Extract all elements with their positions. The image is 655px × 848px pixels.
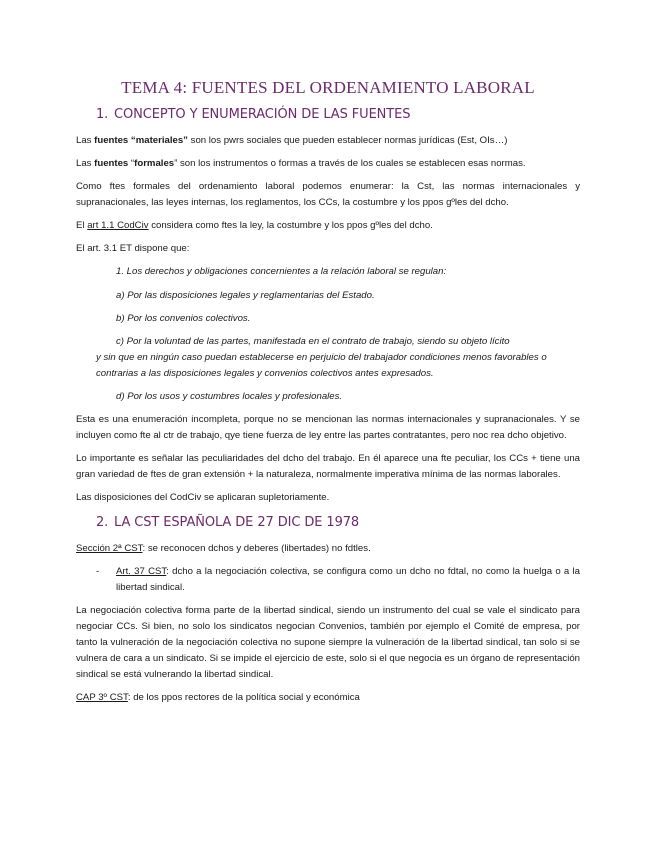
quote-line-c [76,334,580,382]
section-2-heading [76,513,580,533]
bold-term: fuentes “materiales” [94,135,188,146]
paragraph-cap-3 [76,690,580,706]
document-page [76,72,580,713]
text-run: ” son los instrumentos o formas a través de los cuales se establecen esas normas. [174,158,526,169]
text-run: : se reconocen dchos y deberes (libertades) no fdtles. [142,543,371,554]
text-run: : de los ppos rectores de la política social y económica [127,692,360,703]
document-title: TEMA 4: FUENTES DEL ORDENAMIENTO LABORAL [121,78,535,97]
cap-3-cst-link[interactable]: CAP 3º CST [76,692,128,703]
quote-line-c-first: c) Por la voluntad de las partes, manifestada en el contrato de trabajo, siendo su objeto lícito [116,336,510,347]
paragraph-negociacion-colectiva: La negociación colectiva forma parte de la libertad sindical, siendo un instrumento del cual se vale el sindicato para negociar CCs. Si bien, no solo los sindicatos negocian Convenios, también por ejemplo el Comité de empresa, por tanto la vulneración de la negociación colectiva no supone siempre la vulneración de la libertad sindical, tan solo si se vulnera de cara a un sindicato. Si se impide el ejercicio de este, solo si el que negocia es un órgano de representación sindical se está vulnerando la libertad sindical. [76,605,580,680]
text-run: Las [76,158,95,169]
bullet-dash: - [96,566,100,577]
bold-term: fuentes [94,158,129,169]
codciv-reference-link[interactable]: art 1.1 CodCiv [87,220,149,231]
bullet-art-37 [76,564,580,596]
section-2-number: 2. [96,515,109,530]
section-2-heading-text: LA CST ESPAÑOLA DE 27 DIC DE 1978 [114,515,360,530]
section-1-heading [76,105,580,125]
paragraph-fuentes-formales [76,156,580,172]
quote-line-b: b) Por los convenios colectivos. [116,313,251,324]
bold-term: formales [134,158,175,169]
quote-line-a: a) Por las disposiciones legales y reglamentarias del Estado. [116,290,375,301]
seccion-2-cst-link[interactable]: Sección 2ª CST [76,543,143,554]
section-1-heading-text: CONCEPTO Y ENUMERACIÓN DE LAS FUENTES [114,107,411,122]
paragraph-et: El art. 3.1 ET dispone que: [76,243,190,254]
paragraph-enumeracion: Como ftes formales del ordenamiento laboral podemos enumerar: la Cst, las normas internacionales y supranacionales, las leyes internas, los reglamentos, los CCs, la costumbre y los ppos gºles del dcho. [76,181,580,208]
text-run: considera como ftes la ley, la costumbre y los ppos gºles del dcho. [148,220,433,231]
text-run: Las [76,135,95,146]
paragraph-fuentes-materiales [76,133,580,149]
paragraph-seccion-2 [76,541,580,557]
art-37-cst-link[interactable]: Art. 37 CST [116,566,167,577]
text-run: El [76,220,88,231]
quote-line-1: 1. Los derechos y obligaciones concernientes a la relación laboral se regulan: [116,266,447,277]
text-run: : dcho a la negociación colectiva, se configura como un dcho no fdtal, no como la huelga o a la libertad sindical. [116,566,580,593]
paragraph-enumeracion-incompleta: Esta es una enumeración incompleta, porque no se mencionan las normas internacionales y supranacionales. Y se incluyen como fte al ctr de trabajo, qye tiene fuerza de ley entre las partes contratantes, pero noc rea dcho objetivo. [76,414,580,441]
section-1-number: 1. [96,107,109,122]
paragraph-codciv [76,218,580,234]
quote-line-d: d) Por los usos y costumbres locales y profesionales. [116,391,343,402]
text-run: “ [128,158,135,169]
quote-line-c-rest: y sin que en ningún caso puedan establecerse en perjuicio del trabajador condiciones menos favorables o contrarias a las disposiciones legales y convenios colectivos antes expresados. [96,352,547,379]
paragraph-supletorio: Las disposiciones del CodCiv se aplicaran supletoriamente. [76,492,330,503]
text-run: son los pwrs sociales que pueden establecer normas jurídicas (Est, OIs…) [187,135,508,146]
paragraph-lo-importante: Lo importante es señalar las peculiaridades del dcho del trabajo. En él aparece una fte peculiar, los CCs + tiene una gran variedad de ftes de gran extensión + la naturaleza, normalmente imperativa mínima de las normas laborales. [76,453,580,480]
